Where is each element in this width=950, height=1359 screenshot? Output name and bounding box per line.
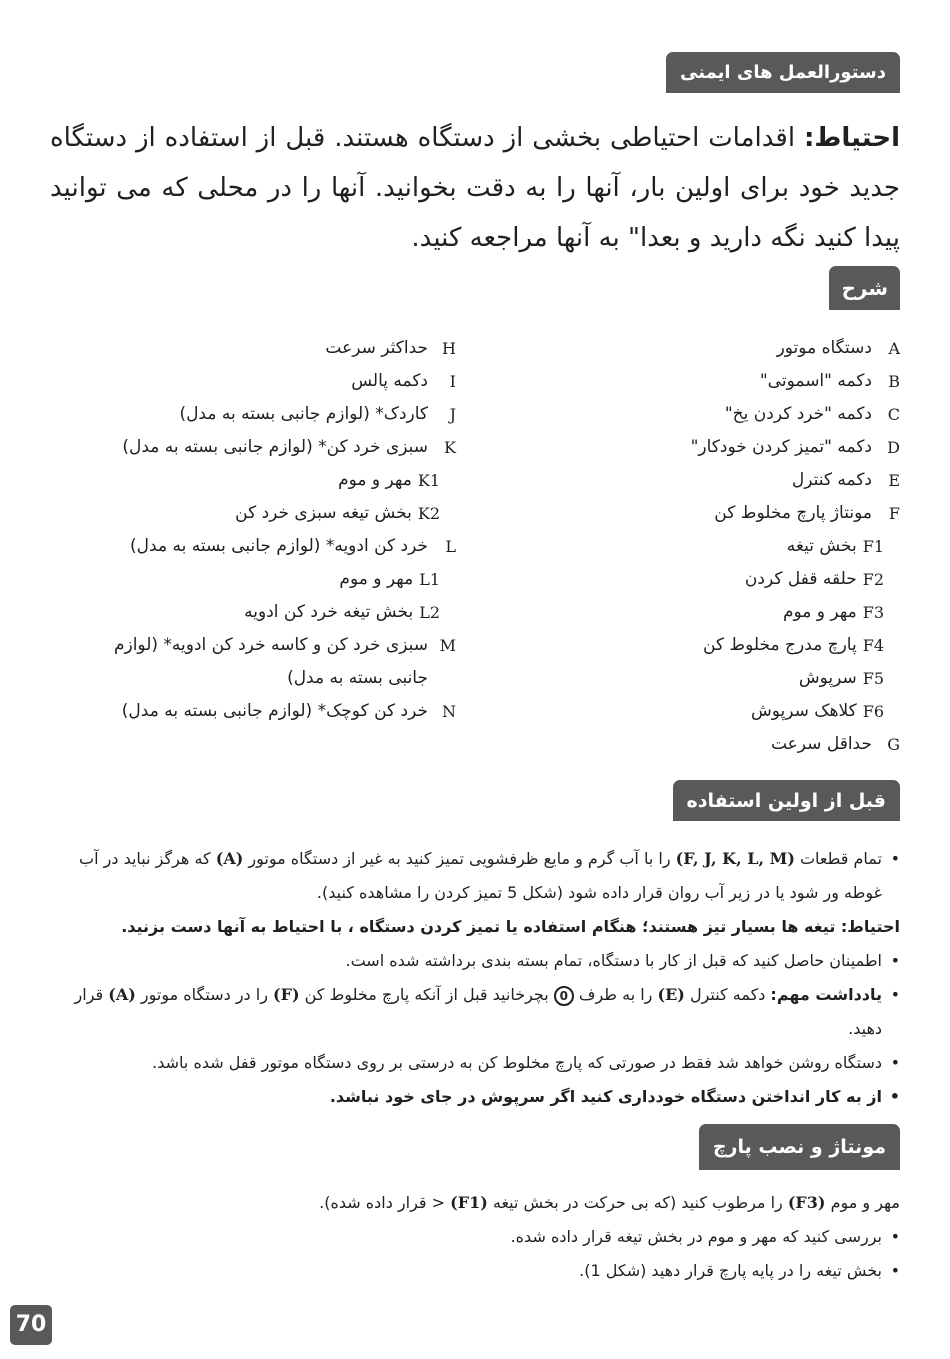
legend-label: سرپوش [798,668,857,688]
assembly-step-seal [50,1186,900,1220]
section-tab-safety: دستورالعمل های ایمنی [666,52,900,93]
legend-item-a [510,332,900,365]
legend-item-f [510,497,900,530]
legend-item-f5 [510,662,900,695]
bullet-check-seal: • بررسی کنید که مهر و موم در بخش تیغه قرار داده شده. [50,1220,900,1254]
legend-code: F2 [862,570,884,589]
legend-item-h [96,332,456,365]
legend-code: K1 [417,471,440,490]
text: تمام قطعات [794,849,882,868]
part-code: (F) [273,985,300,1004]
legend-code: A [888,339,900,358]
legend-item-k1 [96,464,456,497]
section-tab-jug-assembly: مونتاژ و نصب پارچ [699,1124,900,1170]
legend-code: G [887,735,900,754]
jug-assembly-content [50,1186,900,1288]
part-code: (F3) [787,1193,826,1212]
legend-column-left [96,332,456,728]
legend-item-e [510,464,900,497]
text: قرار دهید. [74,985,882,1038]
legend-item-f4 [510,629,900,662]
legend-code: I [449,372,456,391]
caution-text: اقدامات احتیاطی بخشی از دستگاه هستند. قبل از استفاده از دستگاه جدید خود برای اولین بار، آنها را به دقت بخوانید. آنها را در محلی که می توانید پیدا کنید نگه دارید و بعدا" به آنها مراجعه کنید. [50,123,900,253]
text: که هرگز نباید در آب غوطه ور شود یا در زیر آب روان قرار داده شود (شکل 5 تمیز کردن را مشاهده کنید). [79,849,882,902]
legend-label: خرد کن ادویه* (لوازم جانبی بسته به مدل) [130,536,428,556]
legend-label: پارچ مدرج مخلوط کن [702,635,857,655]
legend-code: C [887,405,900,424]
legend-code: F [888,504,900,523]
text: را به طرف [573,985,658,1004]
section-tab-before-first-use: قبل از اولین استفاده [673,780,901,821]
legend-label: کاردک* (لوازم جانبی بسته به مدل) [179,404,428,424]
legend-label: مهر و موم [339,569,414,589]
legend-column-right [510,332,900,761]
text: < قرار داده شده). [319,1193,451,1212]
bullet-lid-warning: • از به کار انداختن دستگاه خودداری کنید اگر سرپوش در جای خود نباشد. [50,1080,900,1114]
legend-label: مهر و موم [338,470,412,490]
page-number: 70 [10,1305,52,1345]
text: دکمه کنترل [684,985,771,1004]
legend-code: K [444,438,456,457]
legend-item-l [96,530,456,563]
legend-item-f1 [510,530,900,563]
legend-label: دکمه کنترل [791,470,872,490]
legend-label: خرد کن کوچک* (لوازم جانبی بسته به مدل) [121,701,428,721]
legend-code: E [888,471,900,490]
legend-label: مونتاژ پارچ مخلوط کن [714,503,872,523]
text: بچرخانید قبل از آنکه پارچ مخلوط کن [299,985,554,1004]
bullet-important-note [50,978,900,1046]
legend-label: دستگاه موتور [776,338,872,358]
part-code: (A) [108,985,136,1004]
legend-code: F1 [862,537,884,556]
caution-paragraph [50,113,900,263]
legend-item-c [510,398,900,431]
legend-code: N [442,702,456,721]
bullet-lock-jug: • دستگاه روشن خواهد شد فقط در صورتی که پارچ مخلوط کن به درستی بر روی دستگاه موتور قفل شده باشد. [50,1046,900,1080]
legend-label: بخش تیغه [786,536,857,556]
legend-label: دکمه پالس [351,371,428,391]
legend-label: بخش تیغه سبزی خرد کن [235,503,412,523]
legend-label: دکمه "خرد کردن یخ" [724,404,872,424]
legend-label: دکمه "تمیز کردن خودکار" [690,437,872,457]
legend-item-n [96,695,456,728]
legend-item-f2 [510,563,900,596]
legend-item-j [96,398,456,431]
before-first-use-content [50,842,900,1114]
text: را با آب گرم و مایع ظرفشویی تمیز کنید به غیر از دستگاه موتور [243,849,676,868]
legend-label: حداکثر سرعت [325,338,428,358]
legend-code: H [442,339,456,358]
legend-label: دکمه "اسموتی" [759,371,872,391]
legend-code: F5 [862,669,884,688]
section-tab-legend: شرح [829,266,900,310]
legend-item-f3 [510,596,900,629]
legend-code: L1 [419,570,440,589]
caution-lead: احتیاط: [803,123,900,153]
legend-item-l2 [96,596,456,629]
legend-code: B [888,372,900,391]
legend-code: M [439,636,456,655]
bullet-clean-parts [50,842,900,910]
legend-label: حلقه قفل کردن [744,569,857,589]
legend-code: F6 [862,702,884,721]
legend-item-k [96,431,456,464]
legend-code: L2 [419,603,440,622]
legend-label: مهر و موم [782,602,857,622]
zero-position-icon: 0 [554,986,574,1006]
legend-code: J [449,405,456,424]
note-lead: یادداشت مهم: [770,985,882,1004]
blade-warning: احتیاط: تیغه ها بسیار تیز هستند؛ هنگام استفاده یا تمیز کردن دستگاه ، با احتیاط به آنها دست بزنید. [121,917,900,936]
legend-item-i [96,365,456,398]
legend-code: D [887,438,900,457]
legend-item-g [510,728,900,761]
legend-code: L [445,537,456,556]
bullet-place-blade: • بخش تیغه را در پایه پارچ قرار دهید (شکل 1). [50,1254,900,1288]
part-code: (F1) [450,1193,488,1212]
legend-label: حداقل سرعت [770,734,872,754]
text: مهر و موم [825,1193,900,1212]
legend-code: F4 [862,636,884,655]
legend-item-k2 [96,497,456,530]
text: را مرطوب کنید (که بی حرکت در بخش تیغه [487,1193,788,1212]
bullet-remove-packaging: • اطمینان حاصل کنید که قبل از کار با دستگاه، تمام بسته بندی برداشته شده است. [50,944,900,978]
part-code: (A) [215,849,244,868]
legend-item-m [96,629,456,695]
legend-label: بخش تیغه خرد کن ادویه [244,602,414,622]
legend-item-d [510,431,900,464]
text: را در دستگاه موتور [135,985,274,1004]
legend-item-l1 [96,563,456,596]
legend-label: کلاهک سرپوش [751,701,857,721]
legend-item-b [510,365,900,398]
legend-code: K2 [417,504,440,523]
part-codes: (F, J, K, L, M) [675,849,795,868]
legend-label: سبزی خرد کن* (لوازم جانبی بسته به مدل) [122,437,428,457]
legend-code: F3 [862,603,884,622]
legend-label: سبزی خرد کن و کاسه خرد کن ادویه* (لوازم جانبی بسته به مدل) [113,635,428,688]
legend-item-f6 [510,695,900,728]
part-code: (E) [657,985,685,1004]
